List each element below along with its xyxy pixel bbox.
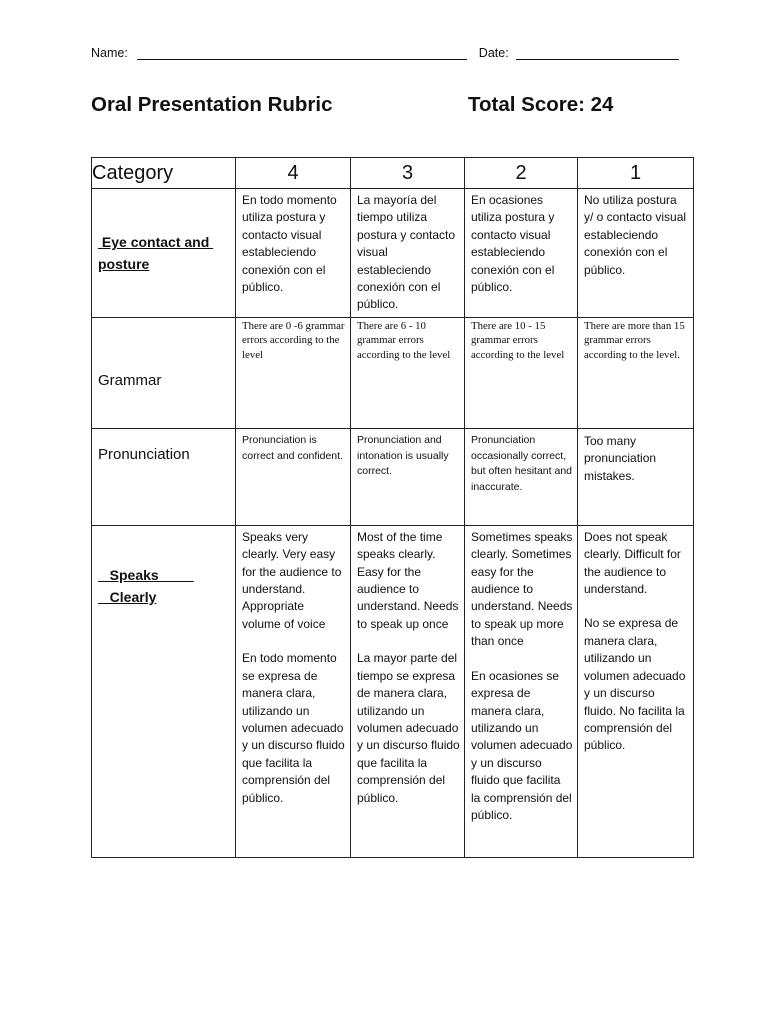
column-header-1: 1 [578, 158, 694, 189]
name-label: Name: [91, 46, 128, 60]
table-row [92, 189, 694, 318]
criteria-text-en: Most of the time speaks clearly. Easy for the audience to understand. Needs to speak up once [357, 529, 459, 631]
category-label: Grammar [98, 371, 162, 389]
criteria-cell: No utiliza postura y/ o contacto visual estableciendo conexión con el público. [578, 189, 694, 318]
table-header-row [92, 158, 694, 189]
criteria-cell [465, 525, 578, 857]
category-pronunciation [92, 428, 236, 525]
date-field[interactable] [516, 46, 679, 60]
criteria-cell: Pronunciation occasionally correct, but often hesitant and inaccurate. [465, 428, 578, 525]
page-title: Oral Presentation Rubric [91, 93, 333, 116]
column-header-3: 3 [351, 158, 465, 189]
date-label: Date: [478, 46, 509, 60]
criteria-cell: There are more than 15 grammar errors according to the level. [578, 317, 694, 428]
criteria-cell: En ocasiones utiliza postura y contacto visual estableciendo conexión con el público. [465, 189, 578, 318]
table-row [92, 525, 694, 857]
category-eye-contact [92, 189, 236, 318]
criteria-cell: En todo momento utiliza postura y contacto visual estableciendo conexión con el público. [236, 189, 351, 318]
category-grammar [92, 317, 236, 428]
criteria-text-en: Speaks very clearly. Very easy for the audience to understand. Appropriate volume of voice [242, 529, 342, 631]
criteria-cell: Too many pronunciation mistakes. [578, 428, 694, 525]
table-row [92, 317, 694, 428]
category-label-line: Eye contact and [98, 233, 214, 250]
criteria-text-es: La mayor parte del tiempo se expresa de manera clara, utilizando un volumen adecuado y un discurso fluido que facilita la comprensión del público. [357, 651, 460, 805]
category-label-line: Speaks [98, 566, 194, 583]
criteria-cell [351, 525, 465, 857]
category-speaks-clearly [92, 525, 236, 857]
criteria-cell [578, 525, 694, 857]
category-label-line: posture [98, 255, 150, 272]
criteria-cell [236, 525, 351, 857]
name-field[interactable] [137, 46, 467, 60]
table-row [92, 428, 694, 525]
criteria-text-es: En todo momento se expresa de manera clara, utilizando un volumen adecuado y un discurso fluido que facilita la comprensión del público. [242, 651, 345, 805]
title-row [91, 93, 691, 117]
category-label-line-text: Clearly [98, 588, 157, 605]
criteria-cell: Pronunciation and intonation is usually correct. [351, 428, 465, 525]
criteria-cell: Pronunciation is correct and confident. [236, 428, 351, 525]
column-header-2: 2 [465, 158, 578, 189]
criteria-text-es: No se expresa de manera clara, utilizando un volumen adecuado y un discurso fluido. No facilita la comprensión del público. [584, 616, 686, 753]
category-label: Pronunciation [98, 445, 190, 463]
criteria-cell: La mayoría del tiempo utiliza postura y contacto visual estableciendo conexión con el público. [351, 189, 465, 318]
criteria-text-en: Sometimes speaks clearly. Sometimes easy for the audience to understand. Needs to speak up more than once [471, 529, 573, 649]
category-label-line [98, 586, 235, 608]
criteria-cell: There are 6 - 10 grammar errors according to the level [351, 317, 465, 428]
column-header-category: Category [92, 158, 236, 189]
criteria-cell: There are 0 -6 grammar errors according to the level [236, 317, 351, 428]
total-score: Total Score: 24 [468, 93, 614, 116]
criteria-text-en: Does not speak clearly. Difficult for the audience to understand. [584, 529, 681, 597]
rubric-table [91, 157, 694, 858]
column-header-4: 4 [236, 158, 351, 189]
criteria-cell: There are 10 - 15 grammar errors according to the level [465, 317, 578, 428]
name-date-line [91, 46, 679, 60]
criteria-text-es: En ocasiones se expresa de manera clara, utilizando un volumen adecuado y un discurso fluido que facilita la comprensión del público. [471, 668, 573, 822]
